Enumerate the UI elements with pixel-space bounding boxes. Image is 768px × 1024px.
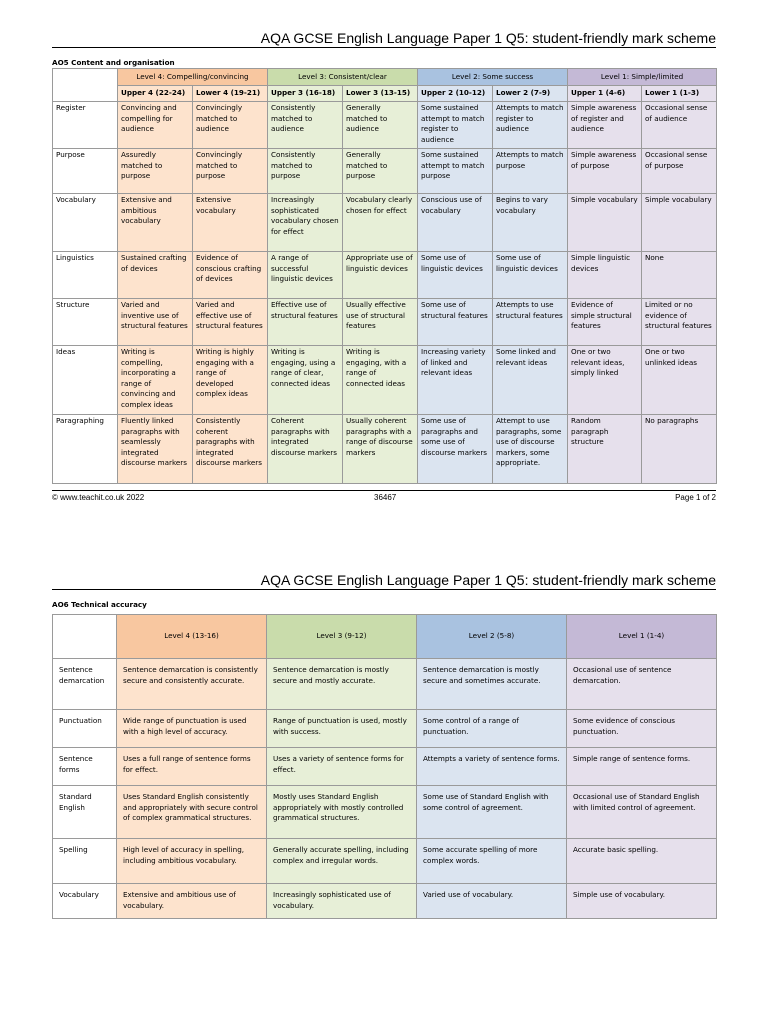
descriptor-cell: Conscious use of vocabulary [418,194,493,252]
descriptor-cell: Varied and inventive use of structural features [118,299,193,346]
descriptor-cell: Some use of linguistic devices [493,252,568,299]
sublevel-header-row [53,86,717,102]
descriptor-cell: Uses a full range of sentence forms for effect. [117,748,267,786]
sublevel-header: Upper 4 (22-24) [118,86,193,102]
descriptor-cell: Some control of a range of punctuation. [417,710,567,748]
level-2-header: Level 2: Some success [418,69,568,86]
level-1-header: Level 1 (1-4) [567,615,717,659]
sublevel-header: Upper 2 (10-12) [418,86,493,102]
ao6-mark-scheme-table [52,614,717,919]
table-row [53,346,717,415]
row-label: Structure [53,299,118,346]
descriptor-cell: Fluently linked paragraphs with seamlessly integrated discourse markers [118,415,193,484]
table-row [53,102,717,149]
descriptor-cell: Effective use of structural features [268,299,343,346]
sublevel-header: Lower 3 (13-15) [343,86,418,102]
level-4-header: Level 4 (13-16) [117,615,267,659]
sublevel-header: Lower 1 (1-3) [642,86,717,102]
descriptor-cell: Sentence demarcation is consistently secure and consistently accurate. [117,659,267,710]
descriptor-cell: Attempts to use structural features [493,299,568,346]
title-rule [52,589,716,590]
title-rule [52,47,716,48]
resource-id: 36467 [374,493,397,502]
row-label: Sentence demarcation [53,659,117,710]
descriptor-cell: Consistently matched to purpose [268,149,343,194]
descriptor-cell: Generally matched to audience [343,102,418,149]
descriptor-cell: Some use of linguistic devices [418,252,493,299]
sublevel-header: Upper 1 (4-6) [568,86,642,102]
descriptor-cell: Some evidence of conscious punctuation. [567,710,717,748]
table-row [53,659,717,710]
descriptor-cell: Some use of Standard English with some control of agreement. [417,786,567,839]
descriptor-cell: Assuredly matched to purpose [118,149,193,194]
sublevel-header: Upper 3 (16-18) [268,86,343,102]
ao6-table-body [53,659,717,919]
descriptor-cell: Writing is engaging, using a range of clear, connected ideas [268,346,343,415]
ao6-section-label: AO6 Technical accuracy [52,600,147,609]
corner-cell [53,615,117,659]
row-label: Register [53,102,118,149]
descriptor-cell: Increasingly sophisticated use of vocabulary. [267,884,417,919]
table-row [53,748,717,786]
descriptor-cell: Vocabulary clearly chosen for effect [343,194,418,252]
corner-cell [53,69,118,102]
descriptor-cell: Simple range of sentence forms. [567,748,717,786]
descriptor-cell: Attempts to match purpose [493,149,568,194]
row-label: Spelling [53,839,117,884]
ao5-table-body [53,102,717,484]
sublevel-header: Lower 2 (7-9) [493,86,568,102]
descriptor-cell: Convincing and compelling for audience [118,102,193,149]
level-4-header: Level 4: Compelling/convincing [118,69,268,86]
table-row [53,194,717,252]
descriptor-cell: Attempts to match register to audience [493,102,568,149]
descriptor-cell: Generally accurate spelling, including complex and irregular words. [267,839,417,884]
table-row [53,786,717,839]
descriptor-cell: Varied and effective use of structural features [193,299,268,346]
page-title: AQA GCSE English Language Paper 1 Q5: student-friendly mark scheme [260,572,716,588]
page-title: AQA GCSE English Language Paper 1 Q5: student-friendly mark scheme [260,30,716,46]
descriptor-cell: Increasing variety of linked and relevant ideas [418,346,493,415]
descriptor-cell: Extensive and ambitious use of vocabulary. [117,884,267,919]
page-two [52,572,716,919]
descriptor-cell: Convincingly matched to audience [193,102,268,149]
descriptor-cell: Accurate basic spelling. [567,839,717,884]
page-footer [52,490,716,505]
row-label: Paragraphing [53,415,118,484]
level-header-row [53,69,717,86]
descriptor-cell: Simple linguistic devices [568,252,642,299]
level-2-header: Level 2 (5-8) [417,615,567,659]
sublevel-header: Lower 4 (19-21) [193,86,268,102]
row-label: Vocabulary [53,194,118,252]
descriptor-cell: Wide range of punctuation is used with a high level of accuracy. [117,710,267,748]
table-row [53,299,717,346]
descriptor-cell: Extensive vocabulary [193,194,268,252]
ao5-mark-scheme-table [52,68,717,484]
row-label: Vocabulary [53,884,117,919]
descriptor-cell: Sentence demarcation is mostly secure and sometimes accurate. [417,659,567,710]
descriptor-cell: Some use of paragraphs and some use of discourse markers [418,415,493,484]
row-label: Punctuation [53,710,117,748]
table-row [53,415,717,484]
descriptor-cell: Simple use of vocabulary. [567,884,717,919]
page-number: Page 1 of 2 [675,493,716,502]
descriptor-cell: Occasional use of sentence demarcation. [567,659,717,710]
descriptor-cell: Extensive and ambitious vocabulary [118,194,193,252]
descriptor-cell: Begins to vary vocabulary [493,194,568,252]
level-3-header: Level 3: Consistent/clear [268,69,418,86]
page-one [52,30,716,505]
descriptor-cell: Appropriate use of linguistic devices [343,252,418,299]
descriptor-cell: Simple awareness of register and audience [568,102,642,149]
descriptor-cell: One or two unlinked ideas [642,346,717,415]
descriptor-cell: Generally matched to purpose [343,149,418,194]
table-row [53,149,717,194]
level-3-header: Level 3 (9-12) [267,615,417,659]
row-label: Linguistics [53,252,118,299]
descriptor-cell: Some sustained attempt to match register to audience [418,102,493,149]
descriptor-cell: Convincingly matched to purpose [193,149,268,194]
descriptor-cell: No paragraphs [642,415,717,484]
descriptor-cell: Evidence of simple structural features [568,299,642,346]
descriptor-cell: Coherent paragraphs with integrated discourse markers [268,415,343,484]
descriptor-cell: Sustained crafting of devices [118,252,193,299]
descriptor-cell: Consistently coherent paragraphs with integrated discourse markers [193,415,268,484]
descriptor-cell: Some sustained attempt to match purpose [418,149,493,194]
descriptor-cell: Uses a variety of sentence forms for effect. [267,748,417,786]
descriptor-cell: None [642,252,717,299]
table-row [53,839,717,884]
descriptor-cell: Consistently matched to audience [268,102,343,149]
descriptor-cell: Writing is compelling, incorporating a range of convincing and complex ideas [118,346,193,415]
row-label: Ideas [53,346,118,415]
row-label: Standard English [53,786,117,839]
descriptor-cell: Mostly uses Standard English appropriately with mostly controlled grammatical structures. [267,786,417,839]
descriptor-cell: Occasional sense of audience [642,102,717,149]
descriptor-cell: Occasional sense of purpose [642,149,717,194]
descriptor-cell: One or two relevant ideas, simply linked [568,346,642,415]
descriptor-cell: Writing is engaging, with a range of connected ideas [343,346,418,415]
descriptor-cell: Attempts a variety of sentence forms. [417,748,567,786]
descriptor-cell: Uses Standard English consistently and appropriately with secure control of complex grammatical structures. [117,786,267,839]
ao6-level-header-row [53,615,717,659]
descriptor-cell: Attempt to use paragraphs, some use of discourse markers, some appropriate. [493,415,568,484]
ao5-section-label: AO5 Content and organisation [52,58,175,67]
descriptor-cell: Limited or no evidence of structural features [642,299,717,346]
descriptor-cell: Simple awareness of purpose [568,149,642,194]
table-row [53,884,717,919]
descriptor-cell: Occasional use of Standard English with limited control of agreement. [567,786,717,839]
level-1-header: Level 1: Simple/limited [568,69,717,86]
copyright-text: © www.teachit.co.uk 2022 [52,493,145,502]
descriptor-cell: Some use of structural features [418,299,493,346]
table-row [53,710,717,748]
descriptor-cell: Varied use of vocabulary. [417,884,567,919]
descriptor-cell: A range of successful linguistic devices [268,252,343,299]
descriptor-cell: Usually effective use of structural features [343,299,418,346]
descriptor-cell: Writing is highly engaging with a range of developed complex ideas [193,346,268,415]
row-label: Sentence forms [53,748,117,786]
descriptor-cell: Range of punctuation is used, mostly with success. [267,710,417,748]
descriptor-cell: Random paragraph structure [568,415,642,484]
descriptor-cell: Usually coherent paragraphs with a range of discourse markers [343,415,418,484]
descriptor-cell: High level of accuracy in spelling, including ambitious vocabulary. [117,839,267,884]
table-row [53,252,717,299]
row-label: Purpose [53,149,118,194]
descriptor-cell: Evidence of conscious crafting of devices [193,252,268,299]
descriptor-cell: Some linked and relevant ideas [493,346,568,415]
descriptor-cell: Simple vocabulary [642,194,717,252]
descriptor-cell: Some accurate spelling of more complex words. [417,839,567,884]
descriptor-cell: Sentence demarcation is mostly secure and mostly accurate. [267,659,417,710]
descriptor-cell: Increasingly sophisticated vocabulary chosen for effect [268,194,343,252]
descriptor-cell: Simple vocabulary [568,194,642,252]
